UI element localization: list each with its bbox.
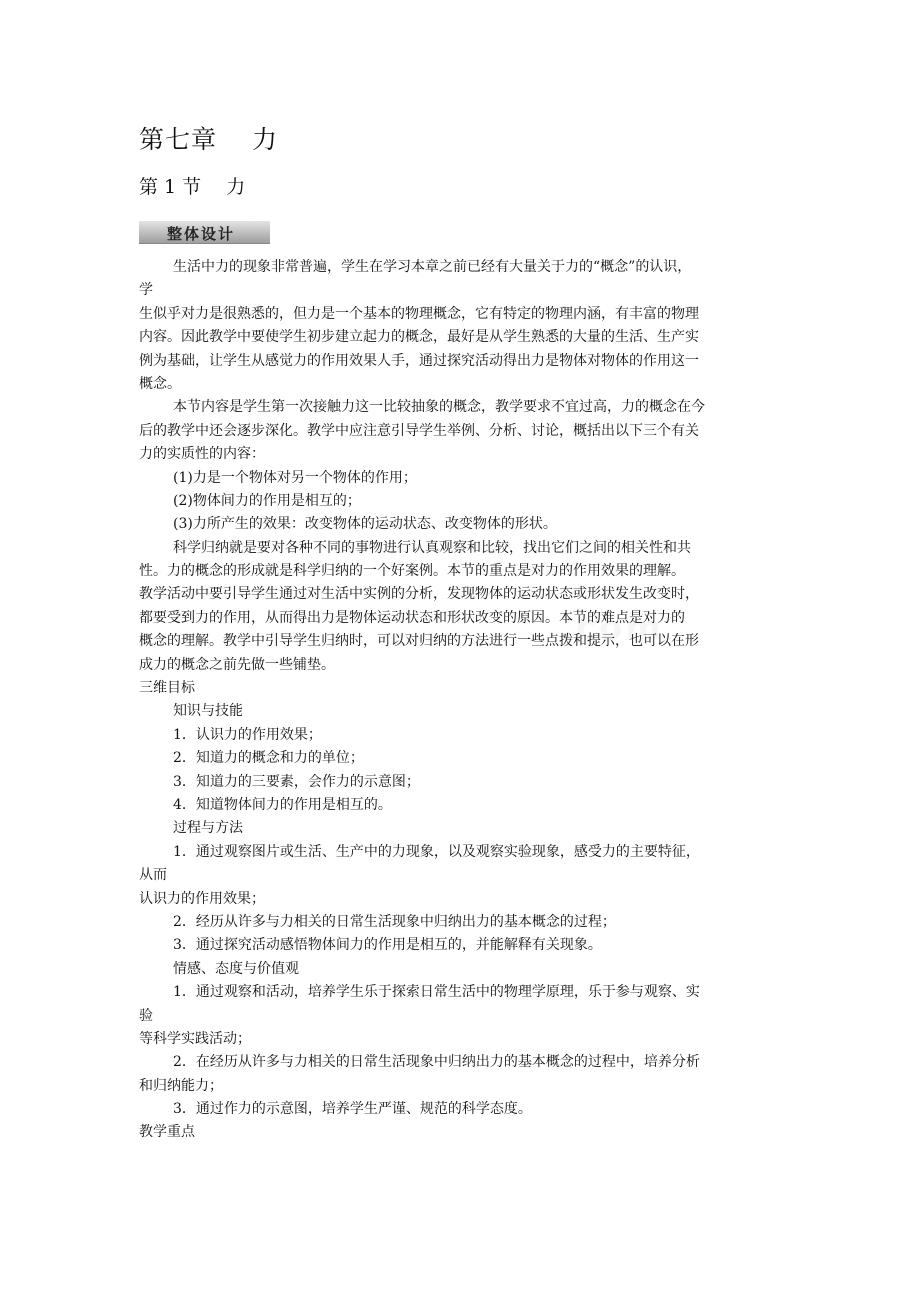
- text-line: 内容。因此教学中要使学生初步建立起力的概念，最好是从学生熟悉的大量的生活、生产实: [139, 329, 699, 346]
- text-line: 1．认识力的作用效果；: [173, 726, 322, 743]
- text-line: 等科学实践活动；: [139, 1030, 251, 1047]
- text-line: 成力的概念之前先做一些铺垫。: [139, 656, 335, 673]
- body-text: [139, 256, 784, 1145]
- text-line: 例为基础，让学生从感觉力的作用效果人手，通过探究活动得出力是物体对物体的作用这一: [139, 352, 699, 369]
- text-line: 3．通过作力的示意图，培养学生严谨、规范的科学态度。: [173, 1101, 532, 1118]
- text-line: 过程与方法: [173, 820, 243, 837]
- text-line: 教学活动中要引导学生通过对生活中实例的分析，发现物体的运动状态或形状发生改变时，: [139, 586, 699, 603]
- text-line: (3)力所产生的效果：改变物体的运动状态、改变物体的形状。: [173, 516, 557, 533]
- text-line: 教学重点: [139, 1124, 195, 1141]
- text-line: 性。力的概念的形成就是科学归纳的一个好案例。本节的重点是对力的作用效果的理解。: [139, 563, 685, 580]
- section-banner: [139, 221, 270, 244]
- text-line: 概念。: [139, 375, 181, 392]
- text-line: 生活中力的现象非常普遍，学生在学习本章之前已经有大量关于力的“概念”的认识，: [173, 259, 692, 275]
- text-line: 3．通过探究活动感悟物体间力的作用是相互的，并能解释有关现象。: [173, 937, 602, 954]
- text-line: 3．知道力的三要素，会作力的示意图；: [173, 773, 420, 790]
- text-line: 4．知道物体间力的作用是相互的。: [173, 796, 392, 813]
- banner-label: 整体设计: [167, 225, 236, 243]
- text-line: 本节内容是学生第一次接触力这一比较抽象的概念，教学要求不宜过高，力的概念在今: [173, 399, 705, 416]
- text-line: 2．经历从许多与力相关的日常生活现象中归纳出力的基本概念的过程；: [173, 913, 616, 930]
- text-line: 三维目标: [139, 680, 195, 697]
- text-line: (1)力是一个物体对另一个物体的作用；: [173, 469, 417, 486]
- text-line: (2)物体间力的作用是相互的；: [173, 492, 361, 509]
- text-line: 知识与技能: [173, 703, 243, 720]
- text-line: 情感、态度与价值观: [173, 960, 299, 977]
- text-line: 2．知道力的概念和力的单位；: [173, 750, 364, 767]
- text-line: 验: [139, 1007, 153, 1024]
- section-title: 第 1 节 力: [139, 176, 246, 198]
- text-line: 生似乎对力是很熟悉的，但力是一个基本的物理概念，它有特定的物理内涵，有丰富的物理: [139, 305, 699, 322]
- text-line: 从而: [139, 867, 167, 884]
- text-line: 都要受到力的作用，从而得出力是物体运动状态和形状改变的原因。本节的难点是对力的: [139, 609, 685, 626]
- text-line: 学: [139, 282, 153, 299]
- text-line: 科学归纳就是要对各种不同的事物进行认真观察和比较，找出它们之间的相关性和共: [173, 539, 691, 556]
- text-line: 力的实质性的内容：: [139, 446, 265, 463]
- text-line: 1．通过观察图片或生活、生产中的力现象，以及观察实验现象，感受力的主要特征，: [173, 843, 700, 860]
- chapter-title: 第七章 力: [139, 125, 278, 154]
- text-line: 后的教学中还会逐步深化。教学中应注意引导学生举例、分析、讨论，概括出以下三个有关: [139, 422, 699, 439]
- text-line: 2．在经历从许多与力相关的日常生活现象中归纳出力的基本概念的过程中，培养分析: [173, 1054, 700, 1071]
- text-line: 概念的理解。教学中引导学生归纳时，可以对归纳的方法进行一些点拨和提示，也可以在形: [139, 633, 699, 650]
- text-line: 和归纳能力；: [139, 1077, 223, 1094]
- text-line: 认识力的作用效果；: [139, 890, 265, 907]
- text-line: 1．通过观察和活动，培养学生乐于探索日常生活中的物理学原理，乐于参与观察、实: [173, 984, 700, 1001]
